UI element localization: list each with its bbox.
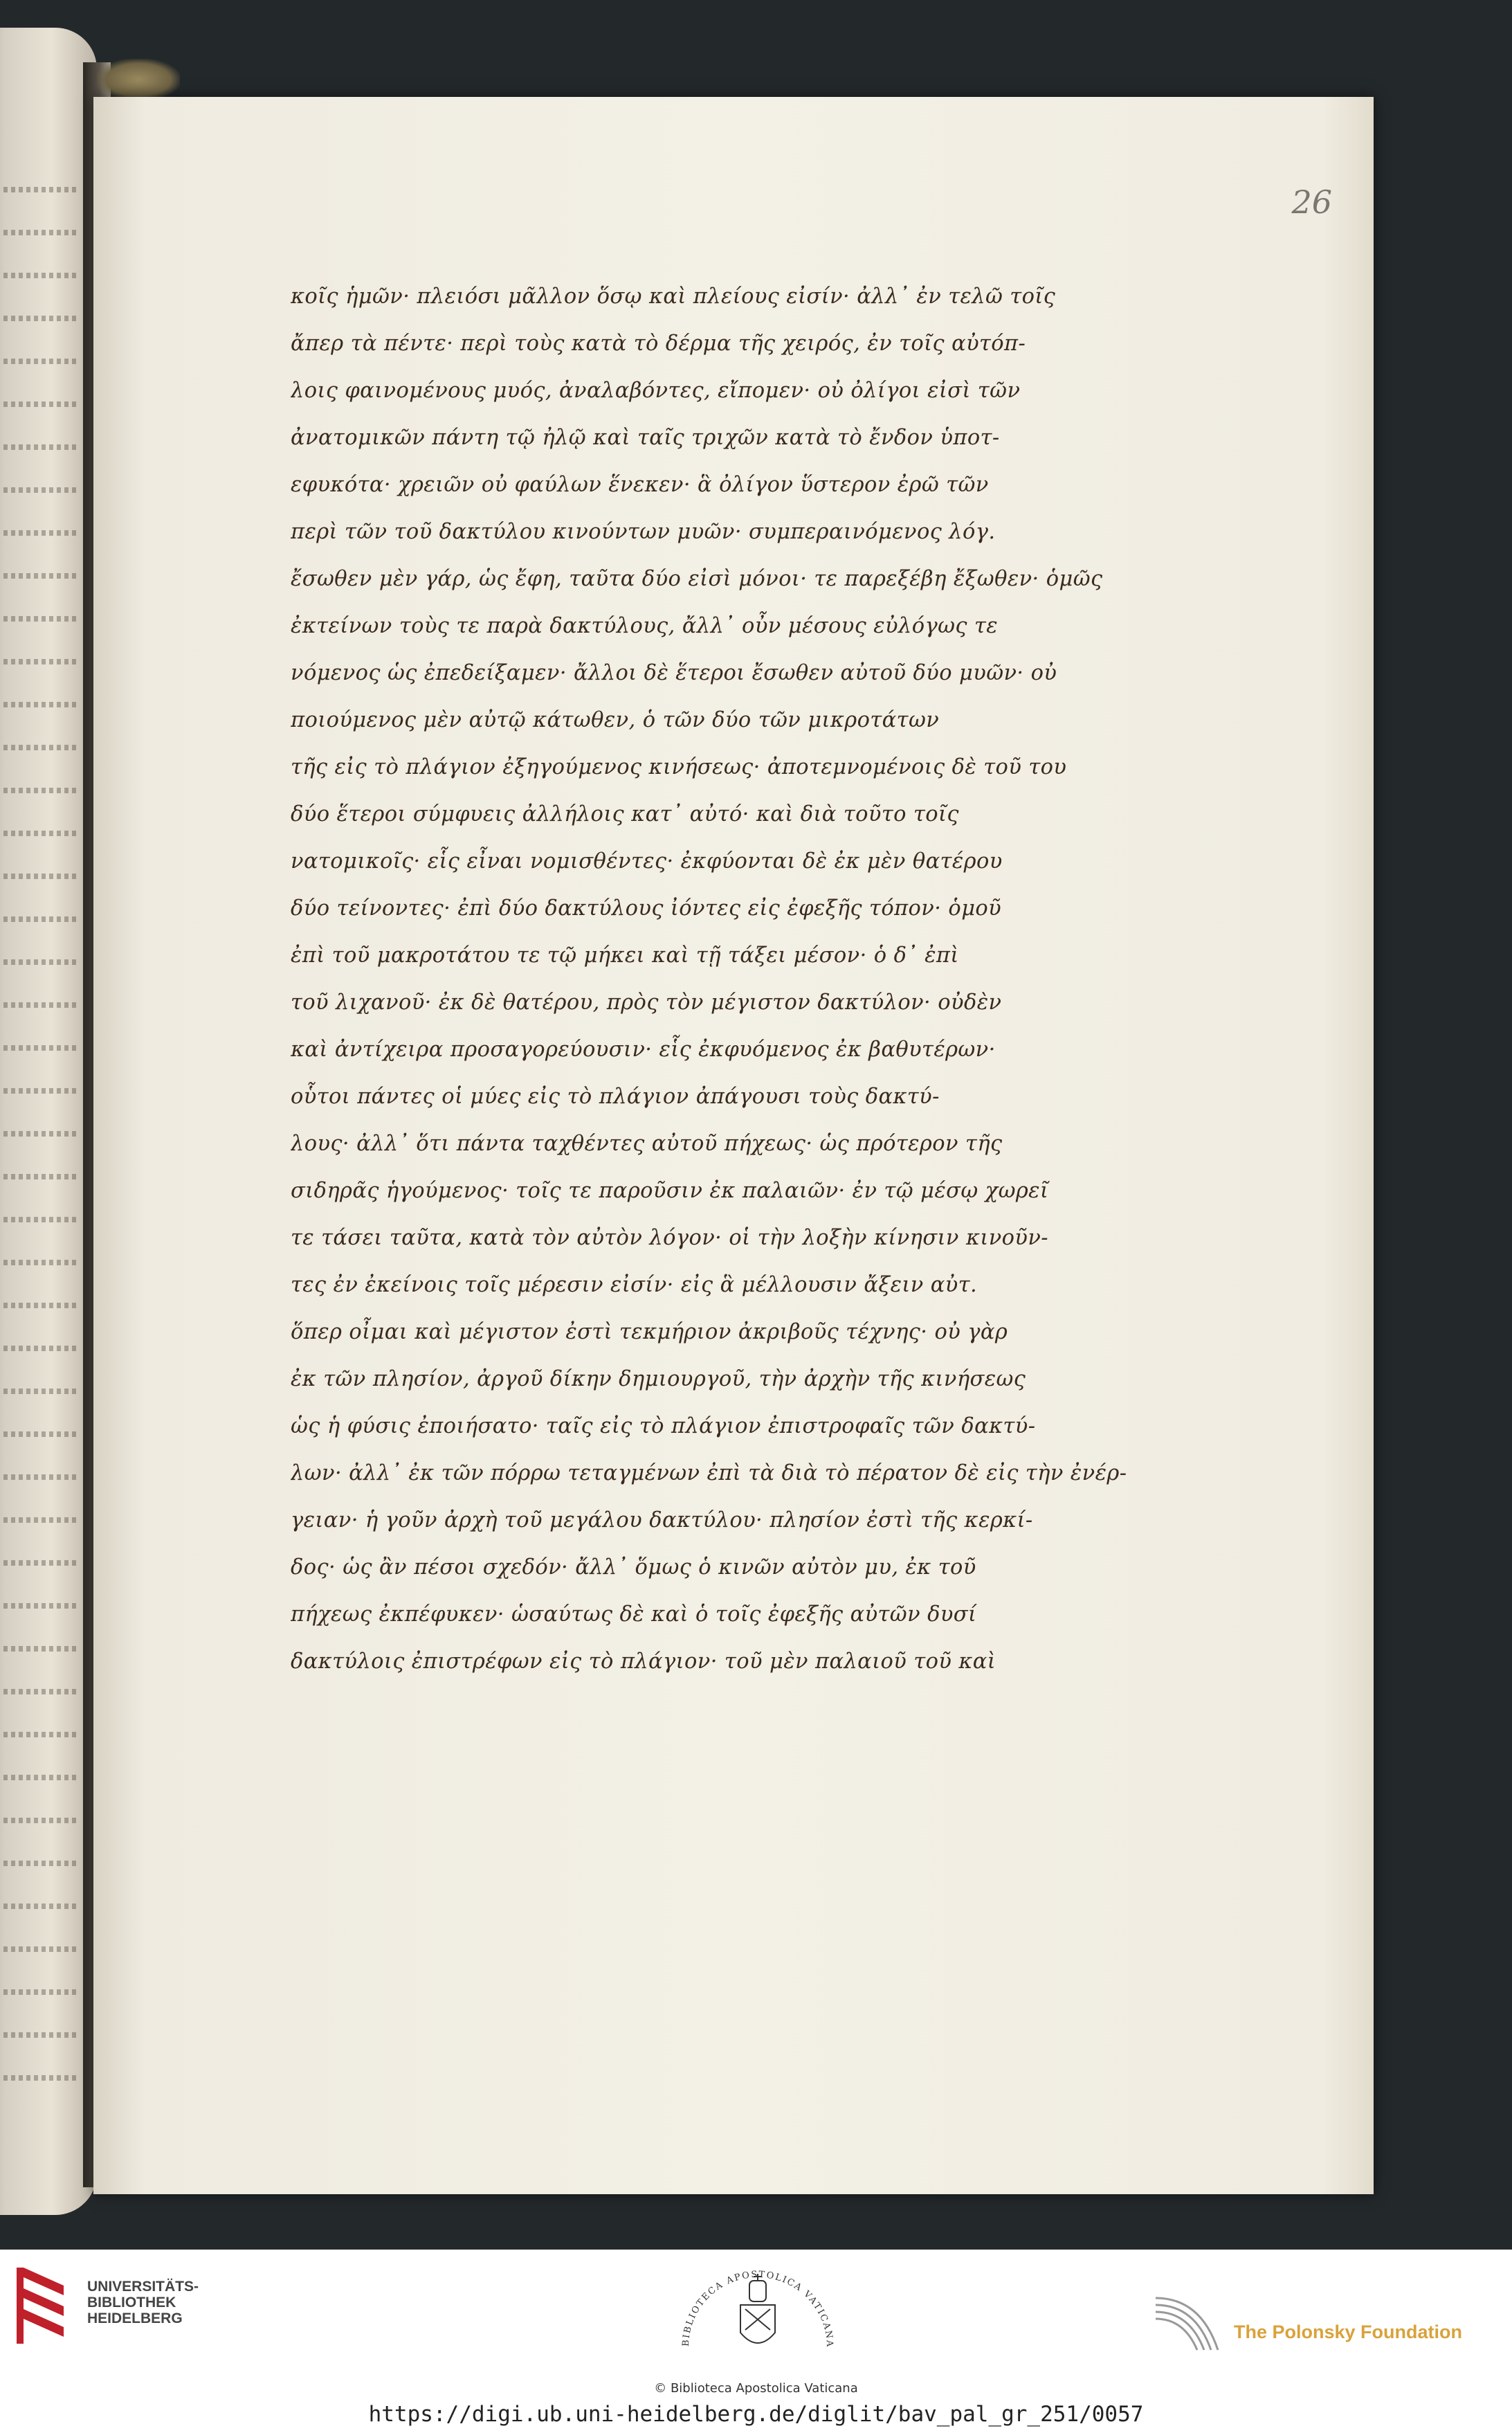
facing-page-text-trace bbox=[3, 487, 80, 493]
manuscript-line: νόμενος ὡς ἐπεδείξαμεν· ἄλλοι δὲ ἕτεροι ἔσωθεν αὐτοῦ δύο μυῶν· οὐ bbox=[291, 661, 1057, 685]
facing-page-text-trace bbox=[3, 1861, 80, 1866]
facing-page-text-trace bbox=[3, 745, 80, 750]
manuscript-line: οὗτοι πάντες οἱ μύες εἰς τὸ πλάγιον ἀπάγουσι τοὺς δακτύ- bbox=[291, 1085, 940, 1109]
manuscript-line: γειαν· ἡ γοῦν ἀρχὴ τοῦ μεγάλου δακτύλου· πλησίον ἐστὶ τῆς κερκί- bbox=[291, 1508, 1033, 1532]
manuscript-line: λοις φαινομένους μυός, ἀναλαβόντες, εἴπομεν· οὐ ὀλίγοι εἰσὶ τῶν bbox=[291, 379, 1021, 403]
copyright-notice: © Biblioteca Apostolica Vaticana bbox=[654, 2381, 858, 2396]
facing-page-text-trace bbox=[3, 1474, 80, 1480]
manuscript-line: ἀνατομικῶν πάντη τῷ ἠλῷ καὶ ταῖς τριχῶν κατὰ τὸ ἔνδον ὑποτ- bbox=[291, 426, 1000, 450]
facing-page-text-trace bbox=[3, 273, 80, 278]
manuscript-line: ἐπὶ τοῦ μακροτάτου τε τῷ μήκει καὶ τῇ τάξει μέσον· ὁ δ᾽ ἐπὶ bbox=[291, 943, 959, 968]
manuscript-line: ἔσωθεν μὲν γάρ, ὡς ἔφη, ταῦτα δύο εἰσὶ μόνοι· τε παρεξέβη ἔξωθεν· ὁμῶς bbox=[291, 567, 1103, 591]
manuscript-line: δακτύλοις ἐπιστρέφων εἰς τὸ πλάγιον· τοῦ μὲν παλαιοῦ τοῦ καὶ bbox=[291, 1649, 996, 1674]
ub-heidelberg-logo-icon bbox=[15, 2265, 71, 2346]
facing-page-text-trace bbox=[3, 1303, 80, 1308]
facing-page-text-trace bbox=[3, 401, 80, 407]
polonsky-foundation-logo[interactable] bbox=[1152, 2291, 1505, 2353]
facing-page-text-trace bbox=[3, 1131, 80, 1137]
facing-page-text-trace bbox=[3, 659, 80, 664]
facing-page-text-trace bbox=[3, 1045, 80, 1051]
manuscript-line: τοῦ λιχανοῦ· ἐκ δὲ θατέρου, πρὸς τὸν μέγιστον δακτύλον· οὐδὲν bbox=[291, 991, 1002, 1015]
manuscript-line: τῆς εἰς τὸ πλάγιον ἐξηγούμενος κινήσεως· ἀποτεμνομένοις δὲ τοῦ του bbox=[291, 755, 1067, 779]
facing-page-text-trace bbox=[3, 1689, 80, 1694]
polonsky-arc-icon bbox=[1152, 2291, 1228, 2353]
ub-heidelberg-wordmark bbox=[87, 2279, 199, 2326]
facing-page-text-trace bbox=[3, 1217, 80, 1222]
facing-page-text-trace bbox=[3, 1646, 80, 1652]
facing-page-text-trace bbox=[3, 1903, 80, 1909]
facing-page-text-trace bbox=[3, 1088, 80, 1094]
manuscript-line: τες ἐν ἐκείνοις τοῖς μέρεσιν εἰσίν· εἰς ἃ μέλλουσιν ἄξειν αὐτ. bbox=[291, 1273, 978, 1297]
manuscript-line: δύο τείνοντες· ἐπὶ δύο δακτύλους ἰόντες εἰς ἐφεξῆς τόπον· ὁμοῦ bbox=[291, 896, 1002, 921]
manuscript-line: ὅπερ οἶμαι καὶ μέγιστον ἐστὶ τεκμήριον ἀκριβοῦς τέχνης· οὐ γὰρ bbox=[291, 1320, 1008, 1344]
manuscript-line: λους· ἀλλ᾽ ὅτι πάντα ταχθέντες αὐτοῦ πήχεως· ὡς πρότερον τῆς bbox=[291, 1132, 1003, 1156]
ub-heidelberg-logo[interactable] bbox=[15, 2263, 202, 2360]
manuscript-text bbox=[291, 273, 1221, 1685]
facing-page-text-trace bbox=[3, 1989, 80, 1995]
manuscript-folio bbox=[93, 97, 1374, 2194]
manuscript-line: ποιούμενος μὲν αὐτῷ κάτωθεν, ὁ τῶν δύο τῶν μικροτάτων bbox=[291, 708, 940, 732]
facing-page-text-trace bbox=[3, 1560, 80, 1566]
facing-page-text-trace bbox=[3, 1260, 80, 1265]
facing-page-text-trace bbox=[3, 831, 80, 836]
facing-page-text-trace bbox=[3, 1517, 80, 1523]
facing-page-text-trace bbox=[3, 2032, 80, 2038]
facing-page-text-trace bbox=[3, 359, 80, 364]
facing-page-text-trace bbox=[3, 1174, 80, 1179]
folio-number: 26 bbox=[1291, 183, 1332, 221]
ub-line-1: UNIVERSITÄTS- bbox=[87, 2279, 199, 2295]
facing-page-text-trace bbox=[3, 1946, 80, 1952]
facing-page-text-trace bbox=[3, 1346, 80, 1351]
permalink-url[interactable]: https://digi.ub.uni-heidelberg.de/diglit/bav_pal_gr_251/0057 bbox=[368, 2402, 1144, 2427]
manuscript-line: εφυκότα· χρειῶν οὐ φαύλων ἕνεκεν· ἃ ὀλίγον ὕστερον ἐρῶ τῶν bbox=[291, 473, 989, 497]
facing-page-edge bbox=[0, 28, 97, 2215]
facing-page-text-trace bbox=[3, 316, 80, 321]
facing-page-text-trace bbox=[3, 1732, 80, 1737]
seal-text: BIBLIOTECA APOSTOLICA VATICANA bbox=[680, 2269, 835, 2349]
manuscript-line: τε τάσει ταῦτα, κατὰ τὸν αὐτὸν λόγον· οἱ τὴν λοξὴν κίνησιν κινοῦν- bbox=[291, 1226, 1049, 1250]
binding-thread bbox=[97, 59, 180, 100]
manuscript-line: νατομικοῖς· εἷς εἶναι νομισθέντες· ἐκφύονται δὲ ἐκ μὲν θατέρου bbox=[291, 849, 1003, 874]
facing-page-text-trace bbox=[3, 1603, 80, 1609]
vatican-coat-of-arms-icon bbox=[668, 2263, 848, 2388]
facing-page-text-trace bbox=[3, 874, 80, 879]
facing-page-text-trace bbox=[3, 444, 80, 450]
facing-page-text-trace bbox=[3, 1002, 80, 1008]
manuscript-line: δύο ἕτεροι σύμφυεις ἀλλήλοις κατ᾽ αὐτό· καὶ διὰ τοῦτο τοῖς bbox=[291, 802, 959, 826]
facing-page-text-trace bbox=[3, 1775, 80, 1780]
manuscript-line: κοῖς ἡμῶν· πλειόσι μᾶλλον ὅσῳ καὶ πλείους εἰσίν· ἀλλ᾽ ἐν τελῶ τοῖς bbox=[291, 284, 1056, 309]
facing-page-text-trace bbox=[3, 916, 80, 922]
facing-page-text-trace bbox=[3, 187, 80, 192]
manuscript-line: λων· ἀλλ᾽ ἐκ τῶν πόρρω τεταγμένων ἐπὶ τὰ διὰ τὸ πέρατον δὲ εἰς τὴν ἐνέρ- bbox=[291, 1461, 1127, 1485]
facing-page-text-trace bbox=[3, 1431, 80, 1437]
manuscript-line: περὶ τῶν τοῦ δακτύλου κινούντων μυῶν· συμπεραινόμενος λόγ. bbox=[291, 520, 996, 544]
ub-line-3: HEIDELBERG bbox=[87, 2310, 183, 2326]
manuscript-line: καὶ ἀντίχειρα προσαγορεύουσιν· εἷς ἐκφυόμενος ἐκ βαθυτέρων· bbox=[291, 1038, 996, 1062]
viewer-footer bbox=[0, 2250, 1512, 2433]
manuscript-line: ὡς ἡ φύσις ἐποιήσατο· ταῖς εἰς τὸ πλάγιον ἐπιστροφαῖς τῶν δακτύ- bbox=[291, 1414, 1036, 1438]
facing-page-text-trace bbox=[3, 530, 80, 536]
manuscript-line: ἄπερ τὰ πέντε· περὶ τοὺς κατὰ τὸ δέρμα τῆς χειρός, ἐν τοῖς αὐτόπ- bbox=[291, 332, 1026, 356]
manuscript-line: δος· ὡς ἂν πέσοι σχεδόν· ἄλλ᾽ ὅμως ὁ κινῶν αὐτὸν μυ, ἐκ τοῦ bbox=[291, 1555, 976, 1580]
facing-page-text-trace bbox=[3, 1389, 80, 1394]
facing-page-text-trace bbox=[3, 702, 80, 707]
ub-line-2: BIBLIOTHEK bbox=[87, 2295, 176, 2310]
manuscript-line: πήχεως ἐκπέφυκεν· ὡσαύτως δὲ καὶ ὁ τοῖς ἐφεξῆς αὐτῶν δυσί bbox=[291, 1602, 977, 1627]
facing-page-text-trace bbox=[3, 1818, 80, 1823]
facing-page-text-trace bbox=[3, 230, 80, 235]
manuscript-line: ἐκ τῶν πλησίον, ἀργοῦ δίκην δημιουργοῦ, τὴν ἀρχὴν τῆς κινήσεως bbox=[291, 1367, 1026, 1391]
facing-page-text-trace bbox=[3, 959, 80, 965]
facing-page-text-trace bbox=[3, 2075, 80, 2081]
facing-page-text-trace bbox=[3, 788, 80, 793]
manuscript-line: σιδηρᾶς ἡγούμενος· τοῖς τε παροῦσιν ἐκ παλαιῶν· ἐν τῷ μέσῳ χωρεῖ bbox=[291, 1179, 1049, 1203]
facing-page-text-trace bbox=[3, 573, 80, 579]
facing-page-text-trace bbox=[3, 616, 80, 622]
vatican-library-seal[interactable] bbox=[668, 2263, 848, 2423]
polonsky-foundation-name: The Polonsky Foundation bbox=[1234, 2322, 1462, 2342]
manuscript-line: ἐκτείνων τοὺς τε παρὰ δακτύλους, ἄλλ᾽ οὖν μέσους εὐλόγως τε bbox=[291, 614, 998, 638]
